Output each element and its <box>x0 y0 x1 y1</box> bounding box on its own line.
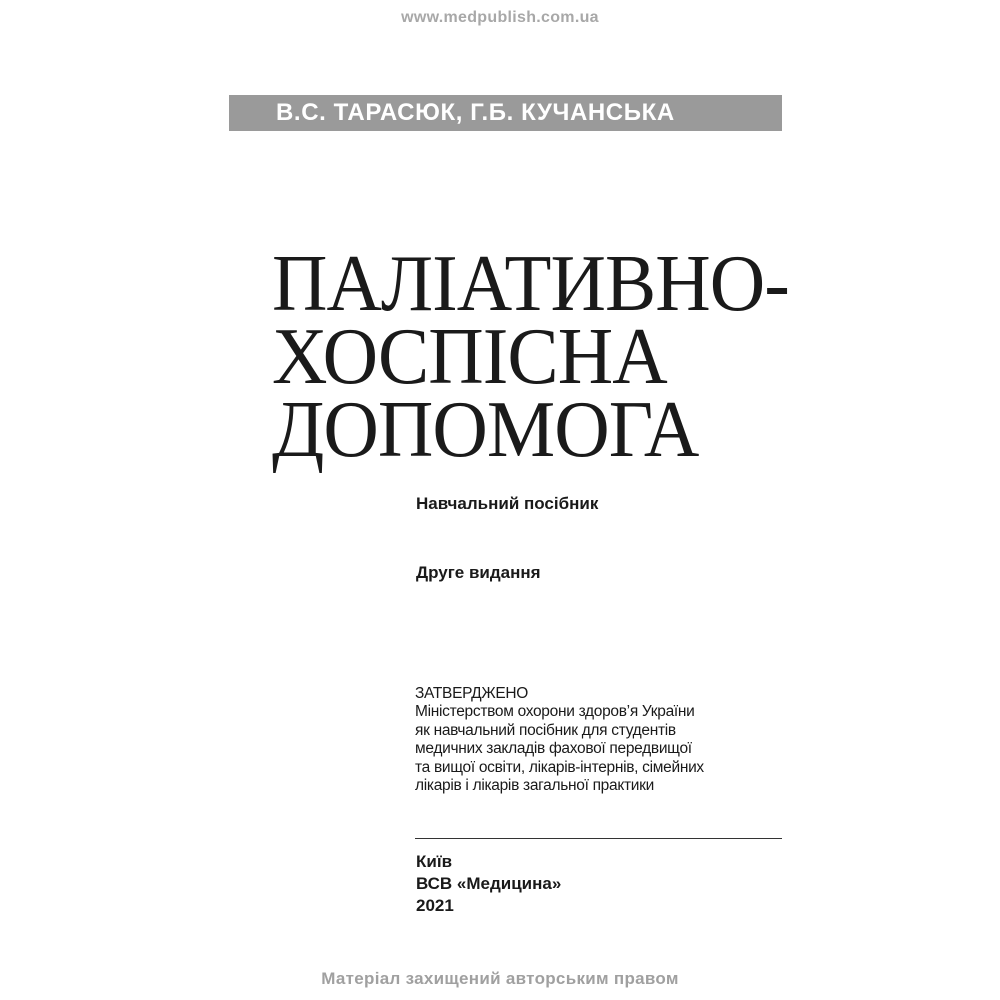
edition: Друге видання <box>416 563 541 582</box>
authors: В.С. ТАРАСЮК, Г.Б. КУЧАНСЬКА <box>276 99 675 126</box>
approval-line: лікарів і лікарів загальної практики <box>415 777 654 795</box>
approval-line: та вищої освіти, лікарів-інтернів, сімейних <box>415 758 704 776</box>
approval-line: як навчальний посібник для студентів <box>415 721 676 739</box>
imprint-city: Київ <box>416 852 453 871</box>
approval-line: медичних закладів фахової передвищої <box>415 740 692 758</box>
watermark-url: www.medpublish.com.ua <box>401 9 599 26</box>
imprint <box>416 851 561 917</box>
imprint-publisher: ВСВ «Медицина» <box>416 874 562 893</box>
divider <box>415 838 782 839</box>
approval-line: Міністерством охорони здоров’я України <box>415 703 695 721</box>
copyright-watermark: Матеріал захищений авторським правом <box>321 969 679 988</box>
approval-heading: ЗАТВЕРДЖЕНО <box>415 685 529 702</box>
title-line: ХОСПІСНА <box>272 313 667 401</box>
title-line: ДОПОМОГА <box>272 386 699 474</box>
approval-block <box>415 685 775 795</box>
author-band <box>229 95 782 131</box>
book-title <box>272 240 789 474</box>
title-line: ПАЛІАТИВНО- <box>272 240 789 328</box>
imprint-year: 2021 <box>416 896 454 915</box>
subtitle: Навчальний посібник <box>416 494 599 513</box>
